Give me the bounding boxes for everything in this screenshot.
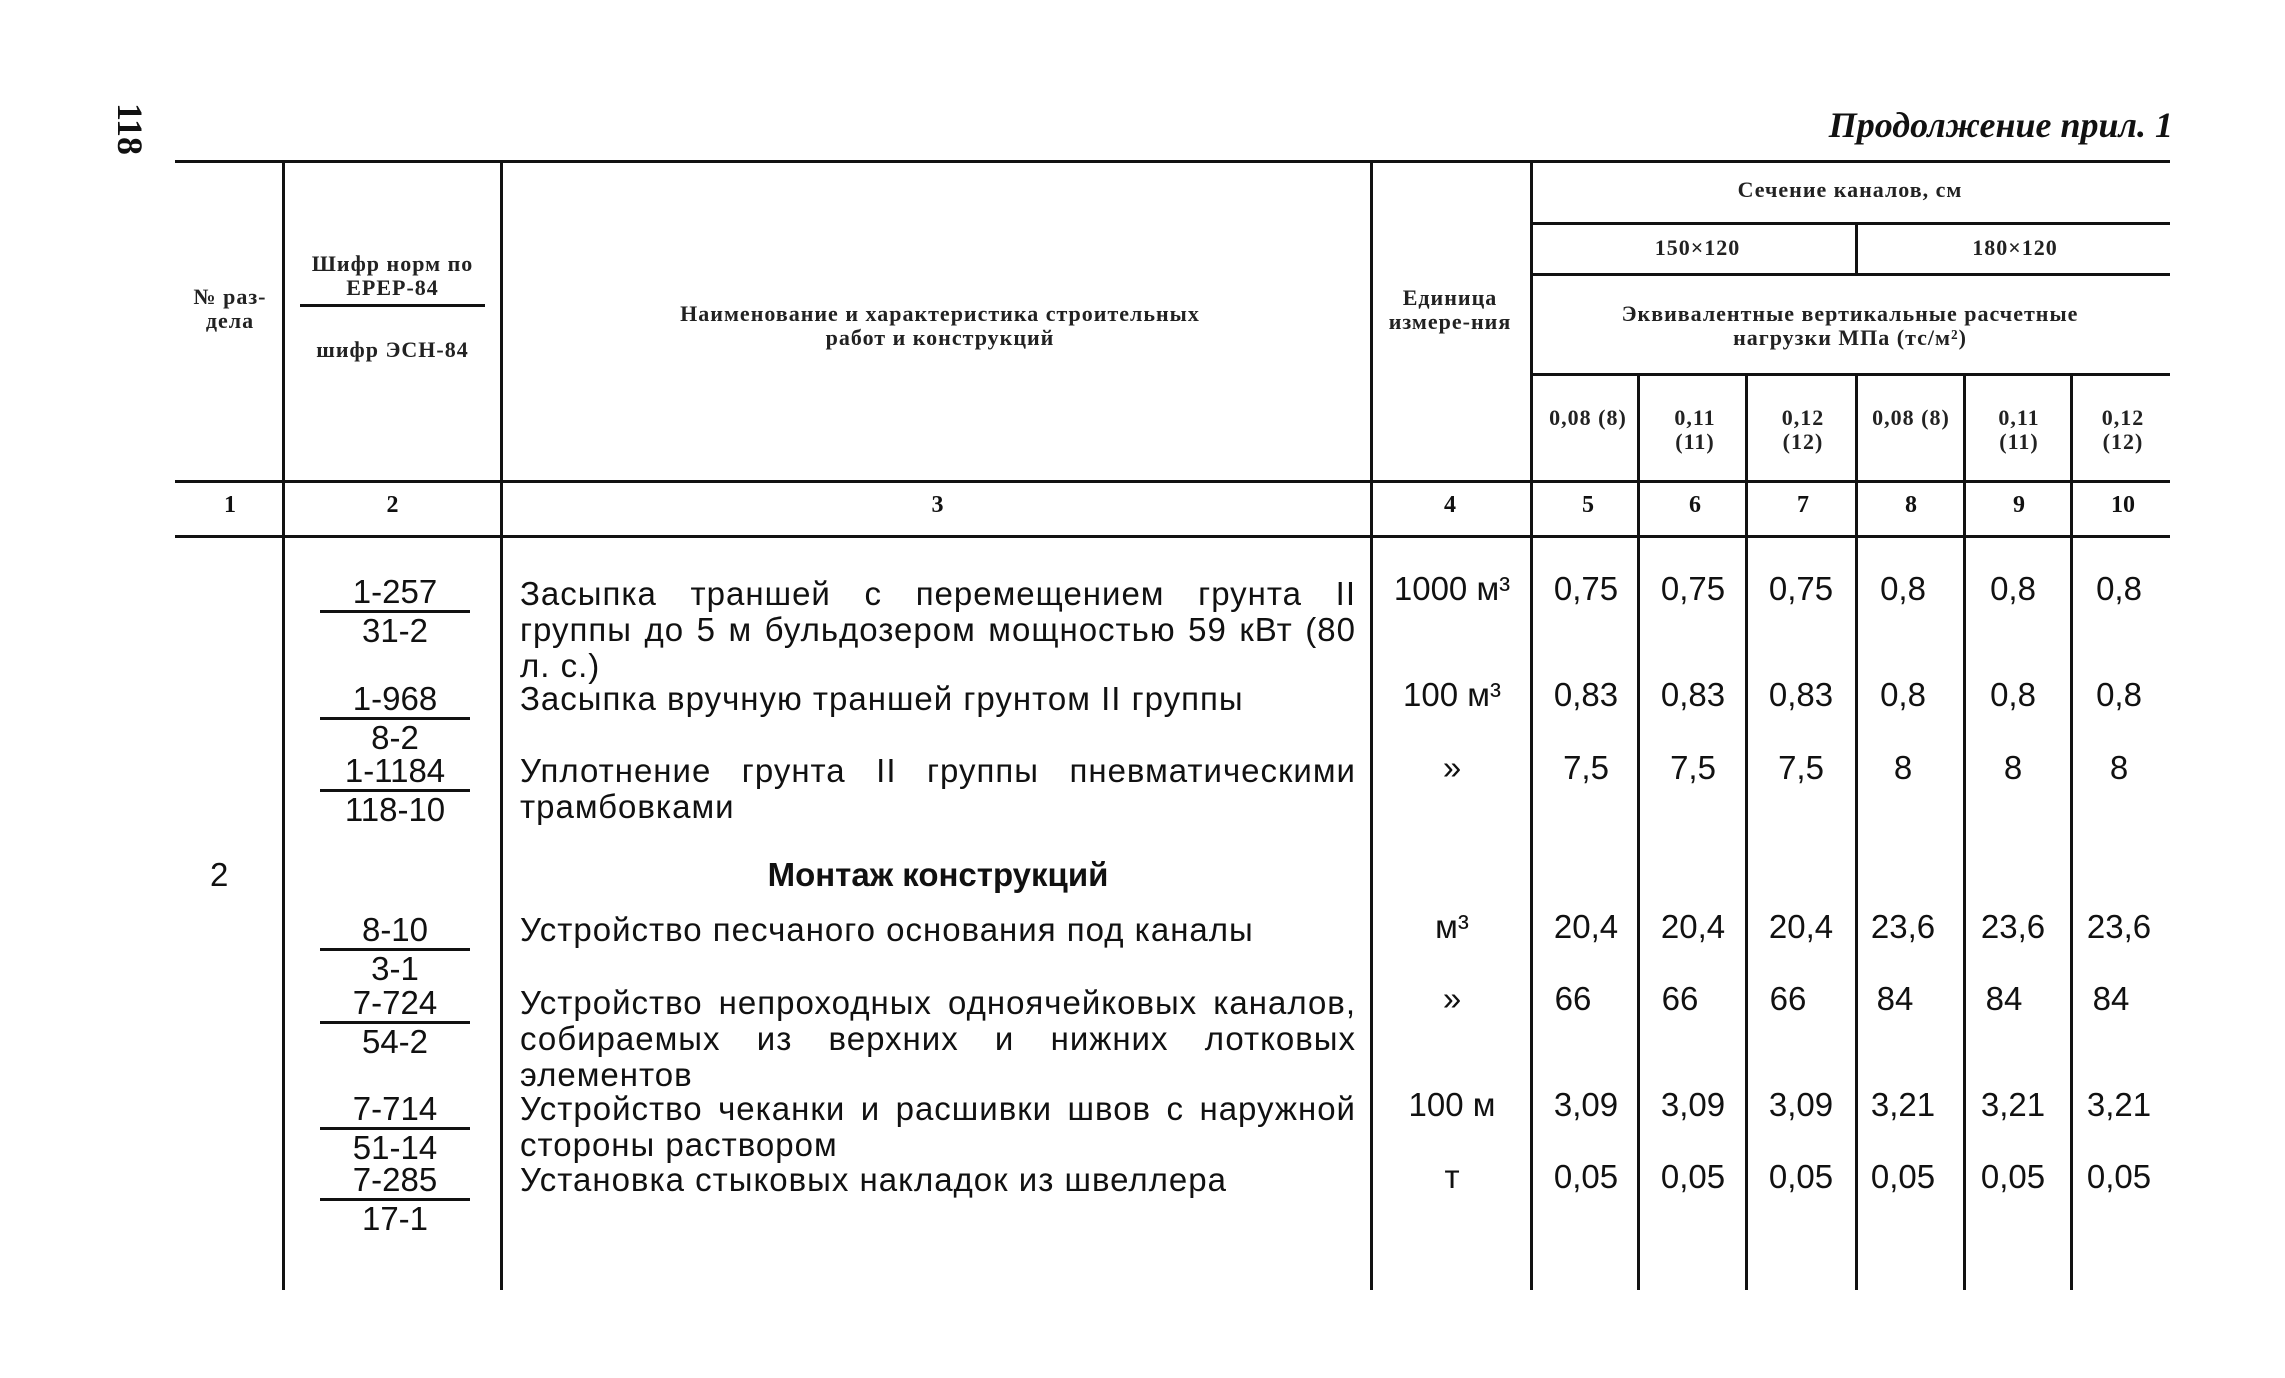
code-bottom: 3-1 [371,950,419,987]
description-cell: Установка стыковых накладок из швеллера [520,1161,1227,1198]
page-number: 118 [110,102,151,156]
code-top: 1-1184 [320,753,470,792]
colnum-1: 1 [224,492,236,518]
value-cell: 0,8 [1990,676,2036,713]
value-cell: 7,5 [1778,749,1824,786]
colnum-2: 2 [386,492,399,518]
value-cell: 84 [2092,980,2130,1017]
value-cell: 0,05 [1870,1158,1936,1195]
header-load-9: 0,11 (11) [1998,405,2040,454]
sub-divider [1532,273,2170,276]
v-line-1 [282,160,285,1290]
value-cell: 0,05 [1660,1158,1726,1195]
description-cell: Засыпка траншей с перемещением грунта II группы до 5 м бульдозером мощностью 59 кВт (80 л. с.) [520,575,1356,684]
table-top-border [175,160,2170,163]
value-cell: 3,09 [1660,1086,1726,1123]
code-bottom: 31-2 [361,612,429,649]
value-cell: 23,6 [1980,908,2046,945]
continuation-title: Продолжение прил. 1 [1828,105,2173,145]
value-cell: 7,5 [1670,749,1716,786]
header-unit: Единица измере-ния [1388,285,1512,334]
value-cell: 20,4 [1553,908,1619,945]
header-loads: Эквивалентные вертикальные расчетные нагрузки МПа (тс/м²) [1621,301,2079,350]
unit-cell: » [1442,749,1462,786]
value-cell: 0,75 [1660,570,1726,607]
value-cell: 0,8 [2096,676,2142,713]
code-top: 1-257 [320,574,470,613]
code-bottom: 118-10 [344,791,446,828]
value-cell: 3,21 [1980,1086,2046,1123]
value-cell: 3,21 [1870,1086,1936,1123]
colnum-4: 4 [1444,492,1456,518]
header-load-8: 0,08 (8) [1872,405,1950,430]
colnum-9: 9 [2013,492,2025,518]
value-cell: 84 [1985,980,2023,1017]
value-cell: 0,75 [1768,570,1834,607]
colnum-5: 5 [1582,492,1594,518]
header-bottom-border [175,480,2170,483]
value-cell: 0,05 [1980,1158,2046,1195]
code-cell [320,912,470,987]
value-cell: 66 [1769,980,1807,1017]
value-cell: 0,75 [1553,570,1619,607]
section-number: 2 [210,856,229,893]
group-divider [1532,222,2170,225]
value-cell: 66 [1661,980,1699,1017]
value-cell: 20,4 [1768,908,1834,945]
colnum-10: 10 [2111,492,2135,518]
code-cell [320,681,470,756]
code-cell [320,985,470,1060]
header-code-top: Шифр норм по ЕРЕР-84 [300,252,485,307]
value-cell: 0,83 [1660,676,1726,713]
unit-cell: 100 м [1408,1086,1496,1123]
description-cell: Уплотнение грунта II группы пневматическими трамбовками [520,752,1356,825]
description-cell: Устройство песчаного основания под каналы [520,911,1254,948]
code-top: 1-968 [320,681,470,720]
colnum-7: 7 [1797,492,1809,518]
value-cell: 0,8 [2096,570,2142,607]
unit-cell: 1000 м³ [1393,570,1511,607]
value-cell: 8 [1893,749,1913,786]
value-cell: 0,8 [1880,676,1926,713]
value-cell: 8 [2003,749,2023,786]
code-bottom: 8-2 [371,719,419,756]
code-top: 8-10 [320,912,470,951]
v-line-6 [1745,373,1748,1290]
value-cell: 0,05 [1768,1158,1834,1195]
colnum-3: 3 [931,492,944,518]
header-description: Наименование и характеристика строительных работ и конструкций [680,301,1200,350]
colnum-8: 8 [1905,492,1917,518]
value-cell: 0,83 [1768,676,1834,713]
header-load-10: 0,12 (12) [2101,405,2145,454]
code-cell [320,1162,470,1237]
unit-cell: т [1444,1158,1460,1195]
code-cell [320,753,470,828]
code-top: 7-714 [320,1091,470,1130]
colnum-bottom-border [175,535,2170,538]
header-code-bottom: шифр ЭСН-84 [316,337,469,362]
code-bottom: 54-2 [361,1023,429,1060]
unit-cell: » [1442,980,1462,1017]
code-cell [320,574,470,649]
description-cell: Засыпка вручную траншей грунтом II группы [520,680,1244,717]
value-cell: 0,05 [2086,1158,2152,1195]
description-cell: Устройство чеканки и расшивки швов с наружной стороны раствором [520,1090,1356,1163]
value-cell: 0,8 [1880,570,1926,607]
value-cell: 3,21 [2086,1086,2152,1123]
header-load-6: 0,11 (11) [1674,405,1716,454]
v-line-7 [1855,373,1858,1290]
subheading: Монтаж конструкций [767,856,1109,893]
code-bottom: 17-1 [361,1200,429,1237]
v-line-9 [2070,373,2073,1290]
value-cell: 0,05 [1553,1158,1619,1195]
description-cell: Устройство непроходных одноячейковых каналов, собираемых из верхних и нижних лотковых элементов [520,984,1356,1093]
value-cell: 8 [2109,749,2129,786]
value-cell: 66 [1554,980,1592,1017]
value-cell: 20,4 [1660,908,1726,945]
header-channel-section: Сечение каналов, см [1737,177,1963,202]
code-top: 7-285 [320,1162,470,1201]
v-line-2 [500,160,503,1290]
unit-cell: м³ [1435,908,1469,945]
colnum-6: 6 [1689,492,1701,518]
load-divider [1532,373,2170,376]
header-size-150: 150×120 [1654,235,1741,260]
value-cell: 23,6 [1870,908,1936,945]
unit-cell: 100 м³ [1403,676,1501,713]
header-load-5: 0,08 (8) [1549,405,1627,430]
v-line-8 [1963,373,1966,1290]
code-cell [320,1091,470,1166]
v-line-5 [1637,373,1640,1290]
value-cell: 0,8 [1990,570,2036,607]
value-cell: 7,5 [1563,749,1609,786]
value-cell: 23,6 [2086,908,2152,945]
code-top: 7-724 [320,985,470,1024]
value-cell: 0,83 [1553,676,1619,713]
value-cell: 3,09 [1768,1086,1834,1123]
value-cell: 3,09 [1553,1086,1619,1123]
value-cell: 84 [1876,980,1914,1017]
header-size-180: 180×120 [1972,235,2058,260]
header-section-number: № раз-дела [193,284,267,333]
header-load-7: 0,12 (12) [1781,405,1825,454]
v-line-sub [1855,222,1858,274]
code-bottom: 51-14 [352,1129,438,1166]
